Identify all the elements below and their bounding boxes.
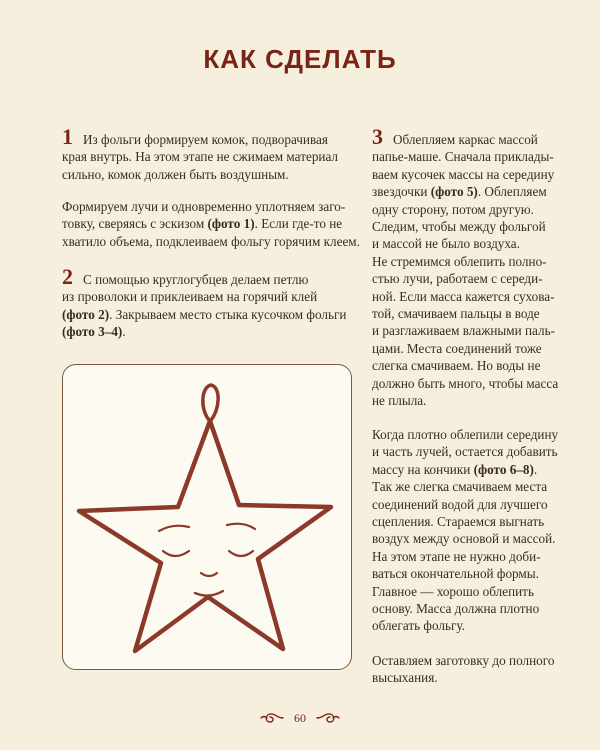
photo-ref-5: (фото 5) <box>430 184 478 200</box>
step-3b-line-6: сцепления. Стараемся выгнать <box>372 514 545 530</box>
step-1b-paragraph <box>62 198 362 250</box>
step-1-number: 1 <box>62 124 73 149</box>
step-3-line-10: ной. Если масса кажется сухова- <box>372 288 555 304</box>
step-3-paragraph <box>372 124 572 410</box>
step-3b-line-1: Когда плотно облепили середину <box>372 427 559 442</box>
step-3-line-13: цами. Места соединений тоже <box>372 340 542 356</box>
step-2-line-1 <box>62 264 362 289</box>
step-1-line-1 <box>62 124 362 149</box>
step-2-line-3 <box>62 306 362 323</box>
step-3b-line-2: и часть лучей, остается добавить <box>372 444 558 460</box>
step-2-text-1: С помощью круглогубцев делаем петлю <box>83 272 309 287</box>
step-3-text-4b: . Облепляем <box>477 184 547 200</box>
step-3b-line-11: основу. Масса должна плотно <box>372 601 540 617</box>
step-3-line-3: ваем кусочек массы на середину <box>372 166 555 182</box>
step-3b-text-3a: массу на кончики <box>372 461 474 477</box>
photo-ref-3-4: (фото 3–4) <box>62 324 123 340</box>
step-3-text-1: Облепляем каркас массой <box>393 132 538 147</box>
star-outline <box>79 421 331 651</box>
right-closed-eye <box>229 551 253 556</box>
star-loop <box>203 385 218 420</box>
step-3-line-2: папье-маше. Сначала приклады- <box>372 149 554 165</box>
step-3b-line-8: На этом этапе не нужно доби- <box>372 548 541 564</box>
step-3b-line-5: соединений водой для лучшего <box>372 496 548 512</box>
step-3b-line-9: ваться окончательной формы. <box>372 566 539 582</box>
step-3-line-8: Не стремимся облепить полно- <box>372 253 547 269</box>
right-ornament-icon <box>315 712 341 724</box>
right-eyebrow <box>227 524 255 529</box>
photo-ref-6-8: (фото 6–8) <box>473 461 534 477</box>
step-2-paragraph <box>62 264 362 341</box>
step-3-line-4 <box>372 183 572 200</box>
step-1b-line-1: Формируем лучи и одновременно уплотняем заго- <box>62 199 346 214</box>
step-1b-text-2a: товку, сверяясь с эскизом <box>62 216 208 232</box>
page-title: КАК СДЕЛАТЬ <box>203 44 397 74</box>
left-closed-eye <box>163 551 189 556</box>
step-1b-line-2 <box>62 215 362 232</box>
step-3b-line-4: Так же слегка смачиваем места <box>372 479 548 495</box>
step-3-line-15: должно быть много, чтобы масса <box>372 375 559 391</box>
step-3-line-12: и разглаживаем влажными паль- <box>372 323 555 339</box>
step-3b-text-3b: . <box>533 461 538 477</box>
step-3-line-9: стью лучи, работаем с середи- <box>372 271 543 287</box>
step-3b-line-3 <box>372 461 572 478</box>
nose <box>201 573 217 576</box>
step-3b-line-12: облегать фольгу. <box>372 618 465 634</box>
step-3c-line-1: Оставляем заготовку до полного <box>372 653 555 668</box>
step-2-number: 2 <box>62 264 73 289</box>
step-3c-line-2: высыхания. <box>372 670 438 686</box>
step-1-text-1: Из фольги формируем комок, подворачивая <box>83 132 328 147</box>
step-3-text-4a: звездочки <box>372 184 431 200</box>
step-2-text-3b: . Закрываем место стыка кусочком фольги <box>109 306 347 322</box>
step-3-number: 3 <box>372 124 383 149</box>
step-2-text-4b: . <box>122 324 126 340</box>
step-2-line-2: из проволоки и приклеиваем на горячий клей <box>62 289 318 305</box>
step-2-line-4 <box>62 323 362 340</box>
left-ornament-icon <box>259 712 285 724</box>
step-3-line-6: Следим, чтобы между фольгой <box>372 219 546 235</box>
photo-ref-1: (фото 1) <box>207 216 255 232</box>
star-sketch-photo <box>62 364 352 670</box>
step-3c-paragraph <box>372 652 572 687</box>
photo-ref-2: (фото 2) <box>62 306 110 322</box>
step-3-line-7: и массой не было воздуха. <box>372 236 520 252</box>
step-3-line-16: не плыла. <box>372 393 427 409</box>
page-footer <box>0 710 600 726</box>
step-1-paragraph <box>62 124 362 183</box>
mouth <box>195 591 223 596</box>
step-1-line-2: края внутрь. На этом этапе не сжимаем материал <box>62 149 339 165</box>
step-1b-text-2b: . Если где-то не <box>254 216 343 232</box>
step-3b-line-7: воздух между основой и массой. <box>372 531 556 547</box>
left-eyebrow <box>159 526 189 531</box>
step-1b-line-3: хватило объема, подклеиваем фольгу горячим клеем. <box>62 233 360 249</box>
star-sketch-drawing <box>63 365 353 671</box>
step-1-line-3: сильно, комок должен быть воздушным. <box>62 166 289 182</box>
step-3-line-14: слегка смачиваем. Но воды не <box>372 358 541 374</box>
step-3-line-5: одну сторону, потом другую. <box>372 201 534 217</box>
step-3-line-1 <box>372 124 572 149</box>
page-number: 60 <box>294 710 306 725</box>
step-3-line-11: той, смачиваем пальцы в воде <box>372 306 540 322</box>
step-3b-paragraph <box>372 426 572 635</box>
step-3b-line-10: Главное — хорошо облепить <box>372 583 534 599</box>
